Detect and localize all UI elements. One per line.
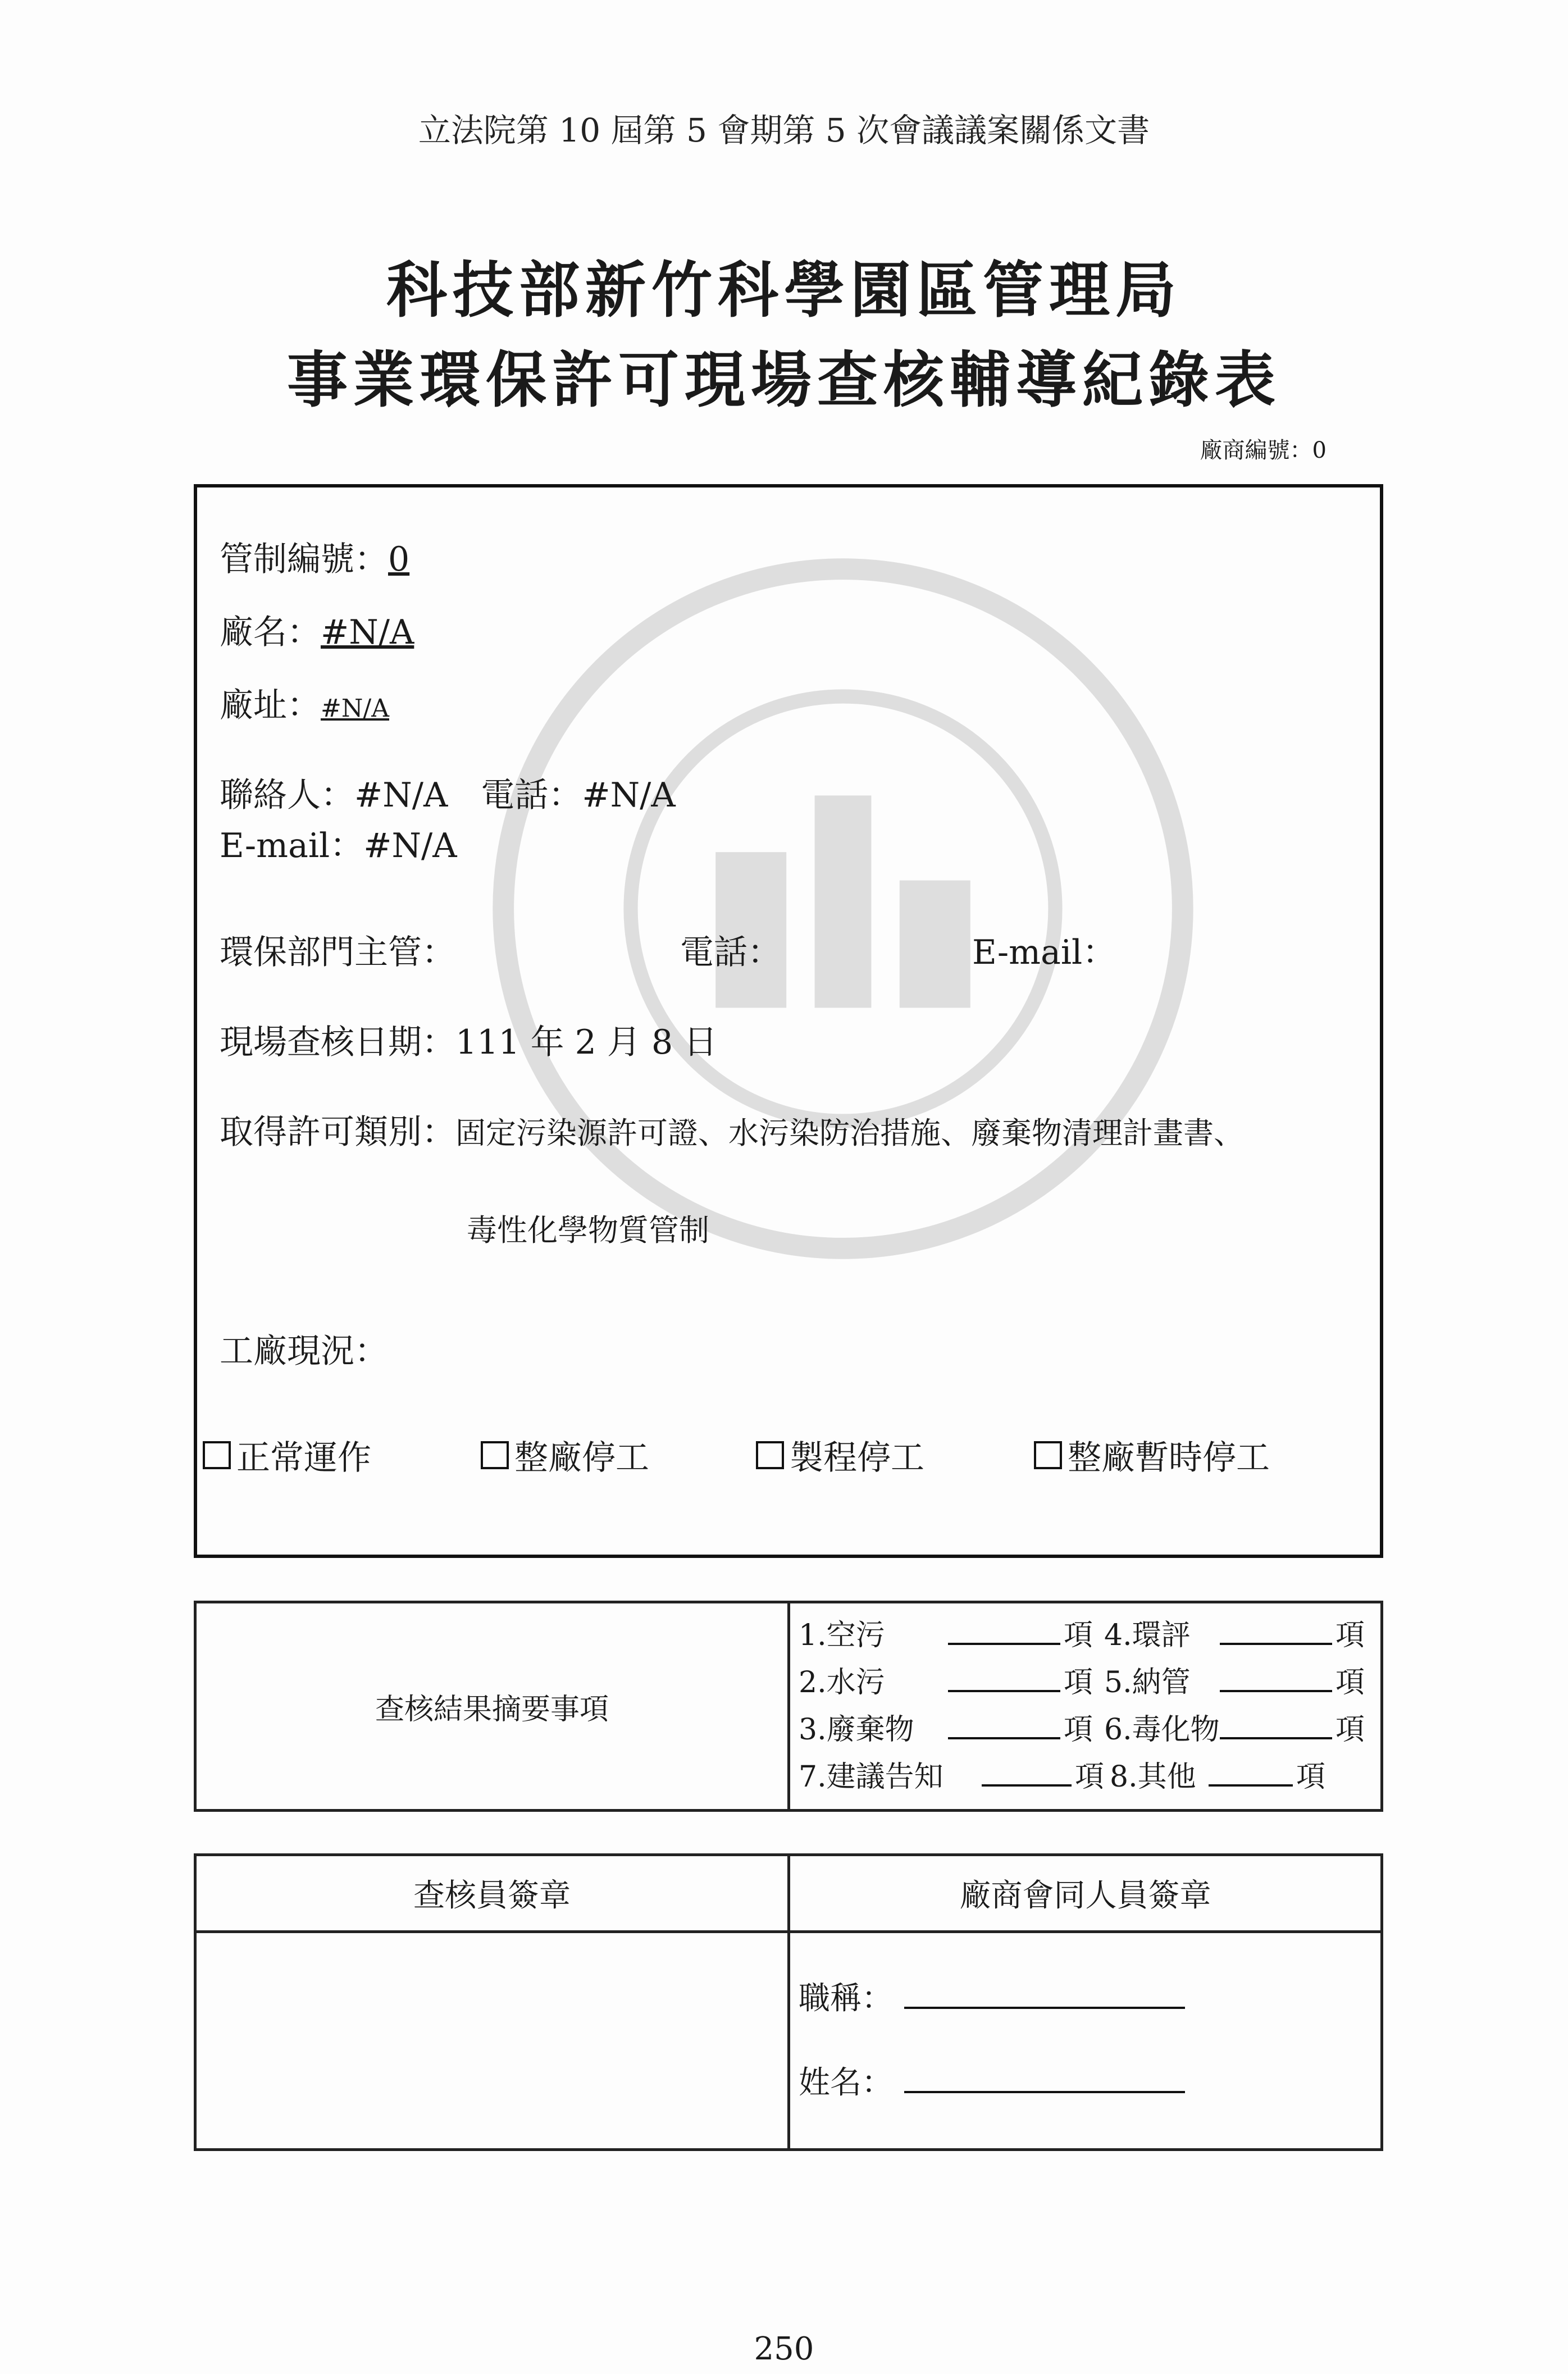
inspector-signature-header: 查核員簽章 <box>195 1855 789 1932</box>
permit-type-field: 取得許可類別：固定污染源許可證、水污染防治措施、廢棄物清理計畫書、 <box>220 1113 1244 1152</box>
company-signature-header: 廠商會同人員簽章 <box>789 1855 1382 1932</box>
company-signature-area <box>789 1932 1382 2150</box>
summary-items <box>789 1602 1382 1811</box>
checkbox-icon <box>481 1441 509 1469</box>
checkbox-icon <box>1034 1441 1062 1469</box>
factory-name-field: 廠名：#N/A <box>220 613 414 652</box>
summary-row: 7.建議告知 項 8.其他 項 <box>799 1760 1326 1794</box>
checkbox-icon <box>756 1441 784 1469</box>
summary-row: 3.廢棄物 項 6.毒化物 項 <box>799 1713 1365 1747</box>
permit-type-line2: 毒性化學物質管制 <box>467 1213 709 1248</box>
name-line[interactable]: 姓名： <box>791 2041 1380 2125</box>
status-option-temp-shutdown[interactable]: 整廠暫時停工 <box>1034 1431 1270 1479</box>
title-form: 事業環保許可現場查核輔導紀錄表 <box>286 345 1281 416</box>
checkbox-icon <box>203 1441 231 1469</box>
contact-field: 聯絡人：#N/A 電話：#N/A <box>220 776 676 815</box>
factory-address-field: 廠址：#N/A <box>220 686 389 725</box>
summary-row: 1.空污 項 4.環評 項 <box>799 1619 1365 1652</box>
summary-table <box>194 1601 1383 1812</box>
park-seal-watermark <box>489 555 1197 1263</box>
form-box <box>194 484 1383 1558</box>
page-number: 250 <box>754 2331 814 2367</box>
inspector-signature-area[interactable] <box>195 1932 789 2150</box>
status-option-normal[interactable]: 正常運作 <box>203 1431 371 1479</box>
contact-email-field: E-mail：#N/A <box>220 826 457 865</box>
summary-label: 查核結果摘要事項 <box>195 1602 789 1811</box>
inspection-date-field: 現場查核日期：111 年 2 月 8 日 <box>220 1023 718 1062</box>
factory-number: 廠商編號：0 <box>1200 438 1327 463</box>
signature-table <box>194 1853 1383 2151</box>
control-number-field: 管制編號：0 <box>220 540 410 579</box>
title-agency: 科技部新竹科學園區管理局 <box>386 255 1182 326</box>
status-option-process-shutdown[interactable]: 製程停工 <box>756 1431 924 1479</box>
summary-row: 2.水污 項 5.納管 項 <box>799 1666 1365 1699</box>
status-option-full-shutdown[interactable]: 整廠停工 <box>481 1431 649 1479</box>
factory-status-label: 工廠現況： <box>220 1332 388 1371</box>
document-header: 立法院第 10 屆第 5 會期第 5 次會議議案關係文書 <box>418 111 1150 149</box>
job-title-line[interactable]: 職稱： <box>791 1957 1380 2041</box>
env-manager-field: 環保部門主管： 電話： E-mail： <box>220 933 1116 972</box>
